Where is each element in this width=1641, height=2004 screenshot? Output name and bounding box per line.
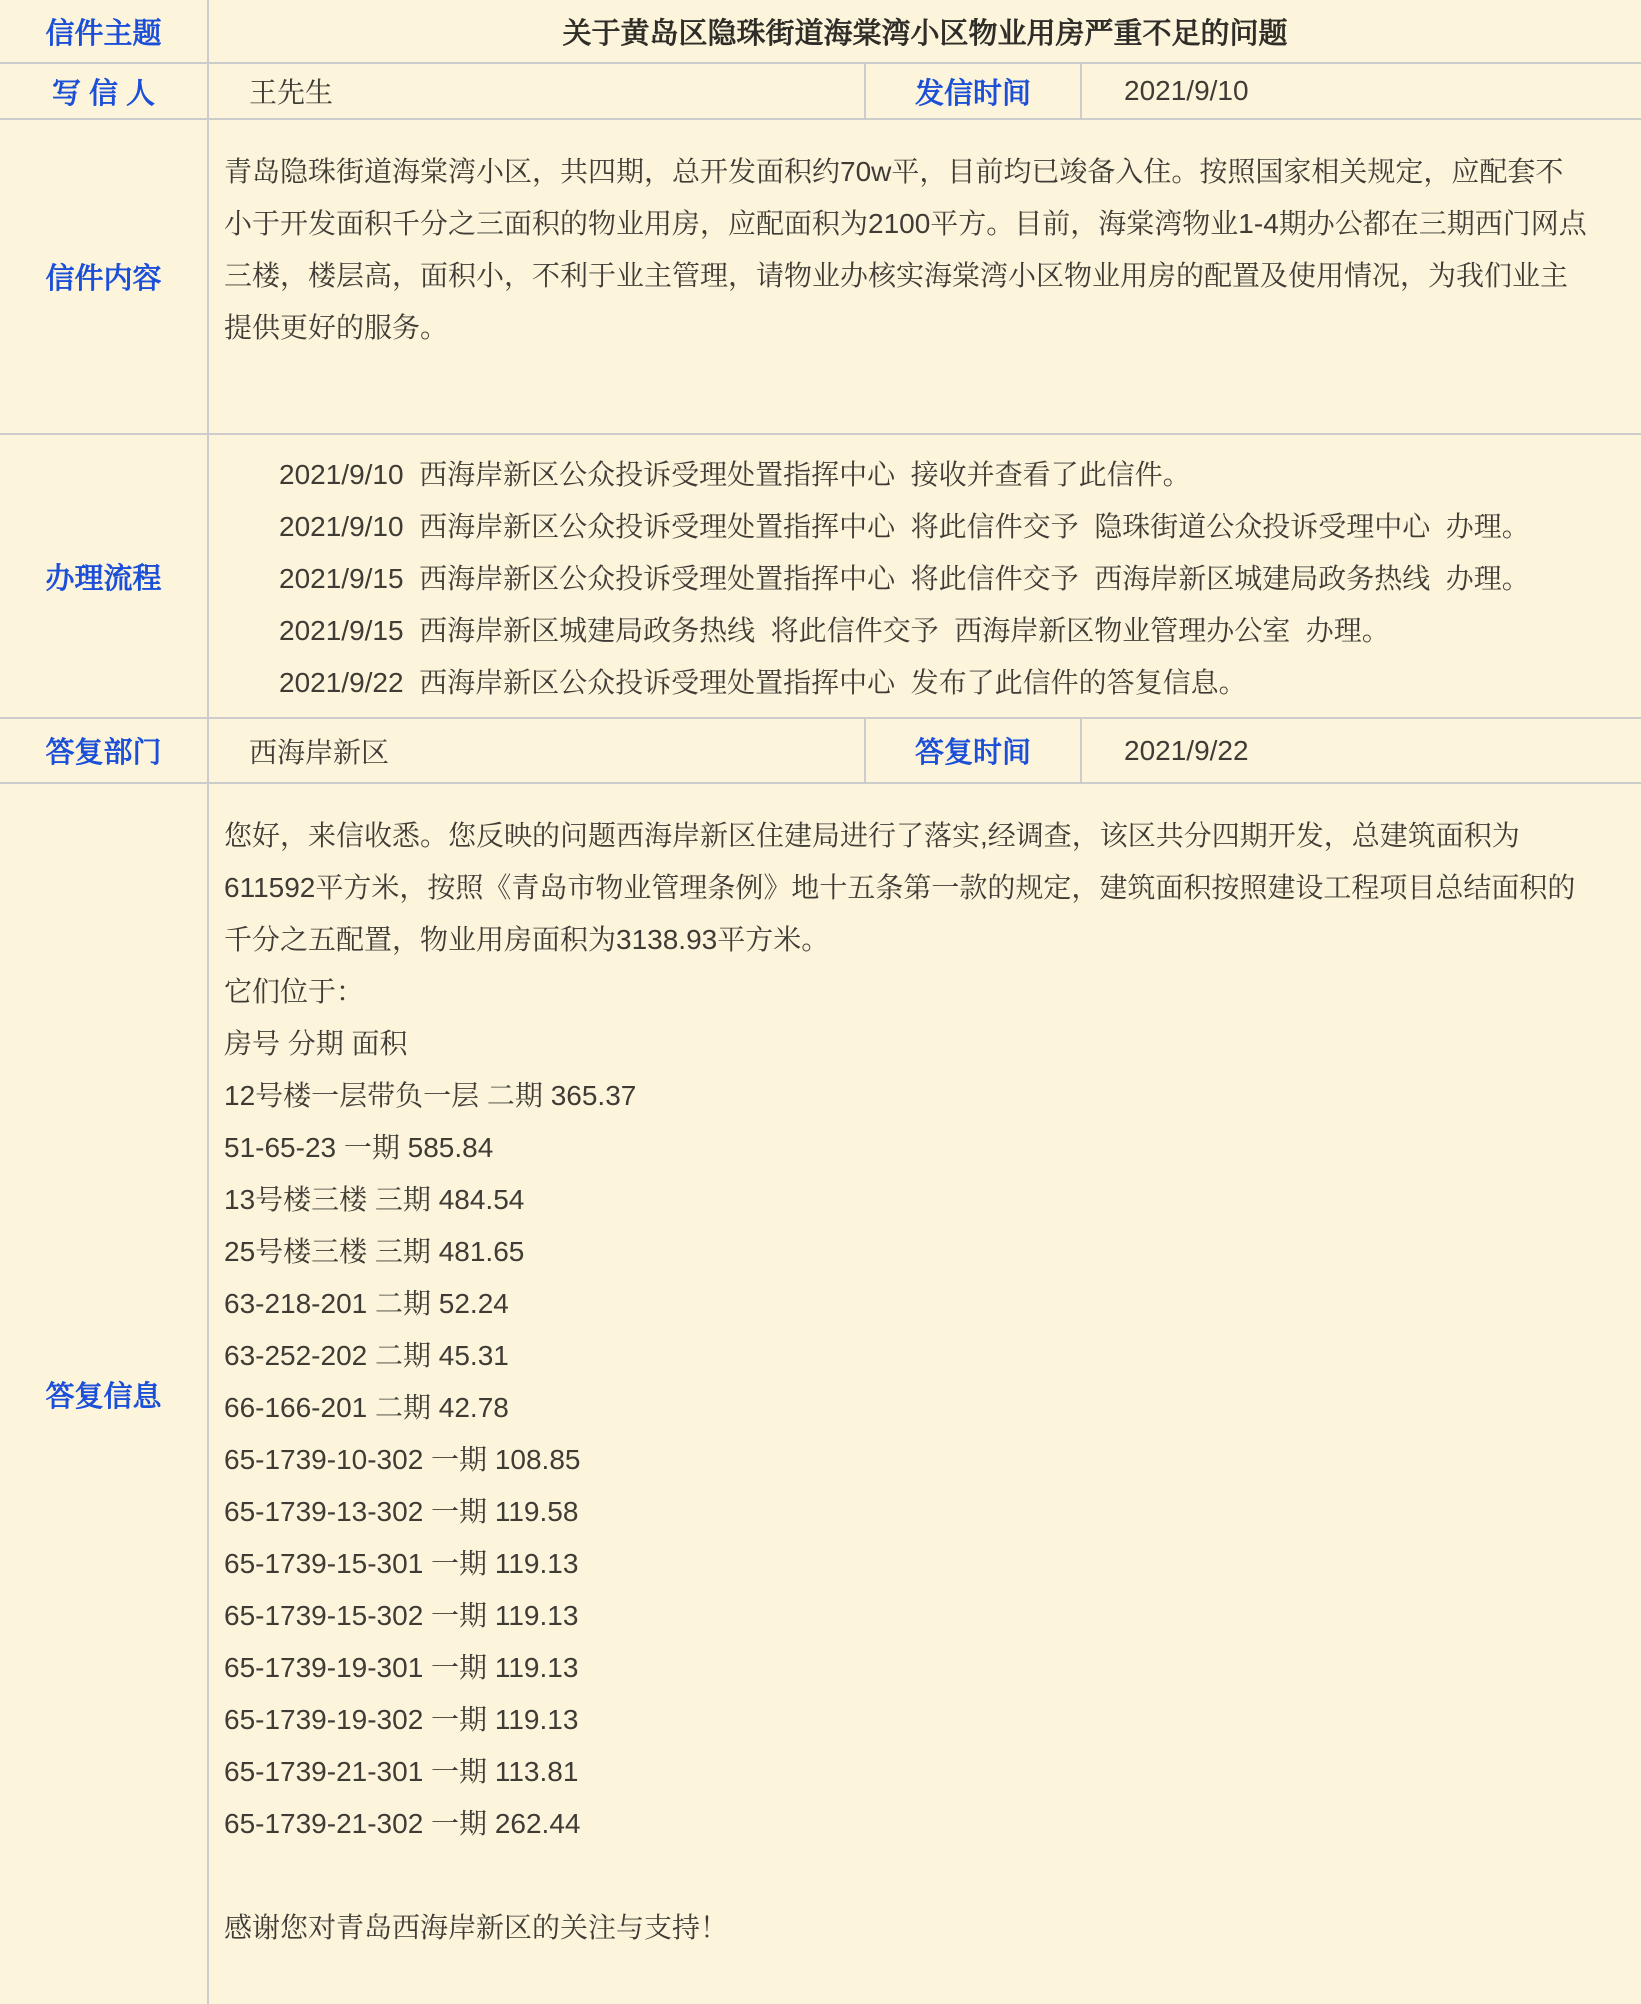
reply-line: 65-1739-21-301 一期 113.81 <box>224 1756 579 1787</box>
writer-label: 写 信 人 <box>0 64 209 118</box>
reply-line: 感谢您对青岛西海岸新区的关注与支持！ <box>224 1912 729 1943</box>
letter-content-text: 青岛隐珠街道海棠湾小区，共四期，总开发面积约70w平，目前均已竣备入住。按照国家相关规定，应配套不小于开发面积千分之三面积的物业用房，应配面积为2100平方。目前，海棠湾物业1-4期办公都在三期西门网点三楼，楼层高，面积小，不利于业主管理，请物业办核实海棠湾小区物业用房的配置及使用情况，为我们业主提供更好的服务。 <box>224 156 1587 343</box>
reply-dept-label: 答复部门 <box>0 719 209 782</box>
reply-info-label: 答复信息 <box>0 784 209 2004</box>
reply-line: 13号楼三楼 三期 484.54 <box>224 1184 525 1215</box>
writer-row <box>0 62 1641 118</box>
reply-line <box>224 1850 1589 1902</box>
process-step: 2021/9/10 西海岸新区公众投诉受理处置指挥中心 将此信件交予 隐珠街道公众投诉受理中心 办理。 <box>279 511 1530 542</box>
process-step: 2021/9/15 西海岸新区城建局政务热线 将此信件交予 西海岸新区物业管理办公室 办理。 <box>279 615 1390 646</box>
letter-content-label: 信件内容 <box>0 120 209 433</box>
reply-time-label: 答复时间 <box>864 719 1082 782</box>
process-row <box>0 433 1641 717</box>
letter-subject-title: 关于黄岛区隐珠街道海棠湾小区物业用房严重不足的问题 <box>562 17 1288 50</box>
reply-info-row <box>0 782 1641 2004</box>
reply-line: 65-1739-10-302 一期 108.85 <box>224 1444 581 1475</box>
reply-line: 65-1739-19-301 一期 119.13 <box>224 1652 579 1683</box>
reply-line: 65-1739-15-301 一期 119.13 <box>224 1548 579 1579</box>
reply-info-text <box>209 784 1641 2004</box>
reply-time-value: 2021/9/22 <box>1124 734 1249 766</box>
writer-name: 王先生 <box>249 77 334 108</box>
reply-line: 您好，来信收悉。您反映的问题西海岸新区住建局进行了落实,经调查，该区共分四期开发，总建筑面积为611592平方米，按照《青岛市物业管理条例》地十五条第一款的规定，建筑面积按照建设工程项目总结面积的千分之五配置，物业用房面积为3138.93平方米。 <box>224 820 1576 955</box>
reply-line: 51-65-23 一期 585.84 <box>224 1132 494 1163</box>
reply-dept-name: 西海岸新区 <box>249 736 390 768</box>
reply-line: 它们位于： <box>224 976 365 1007</box>
process-step: 2021/9/15 西海岸新区公众投诉受理处置指挥中心 将此信件交予 西海岸新区城建局政务热线 办理。 <box>279 563 1530 594</box>
process-label: 办理流程 <box>0 435 209 717</box>
process-step: 2021/9/10 西海岸新区公众投诉受理处置指挥中心 接收并查看了此信件。 <box>279 459 1191 490</box>
send-time-value: 2021/9/10 <box>1124 75 1249 106</box>
subject-row <box>0 0 1641 62</box>
subject-label: 信件主题 <box>0 0 209 62</box>
reply-line: 63-218-201 二期 52.24 <box>224 1288 509 1319</box>
process-steps <box>209 435 1641 717</box>
letter-content-row <box>0 118 1641 433</box>
process-step: 2021/9/22 西海岸新区公众投诉受理处置指挥中心 发布了此信件的答复信息。 <box>279 667 1247 698</box>
reply-line: 12号楼一层带负一层 二期 365.37 <box>224 1080 637 1111</box>
reply-line: 25号楼三楼 三期 481.65 <box>224 1236 525 1267</box>
reply-line: 房号 分期 面积 <box>224 1028 408 1059</box>
reply-line: 63-252-202 二期 45.31 <box>224 1340 509 1371</box>
reply-line: 65-1739-15-302 一期 119.13 <box>224 1600 579 1631</box>
send-time-label: 发信时间 <box>864 64 1082 118</box>
reply-line: 66-166-201 二期 42.78 <box>224 1392 509 1423</box>
reply-dept-row <box>0 717 1641 782</box>
reply-line: 65-1739-19-302 一期 119.13 <box>224 1704 579 1735</box>
reply-line: 65-1739-13-302 一期 119.58 <box>224 1496 579 1527</box>
reply-line: 65-1739-21-302 一期 262.44 <box>224 1808 581 1839</box>
